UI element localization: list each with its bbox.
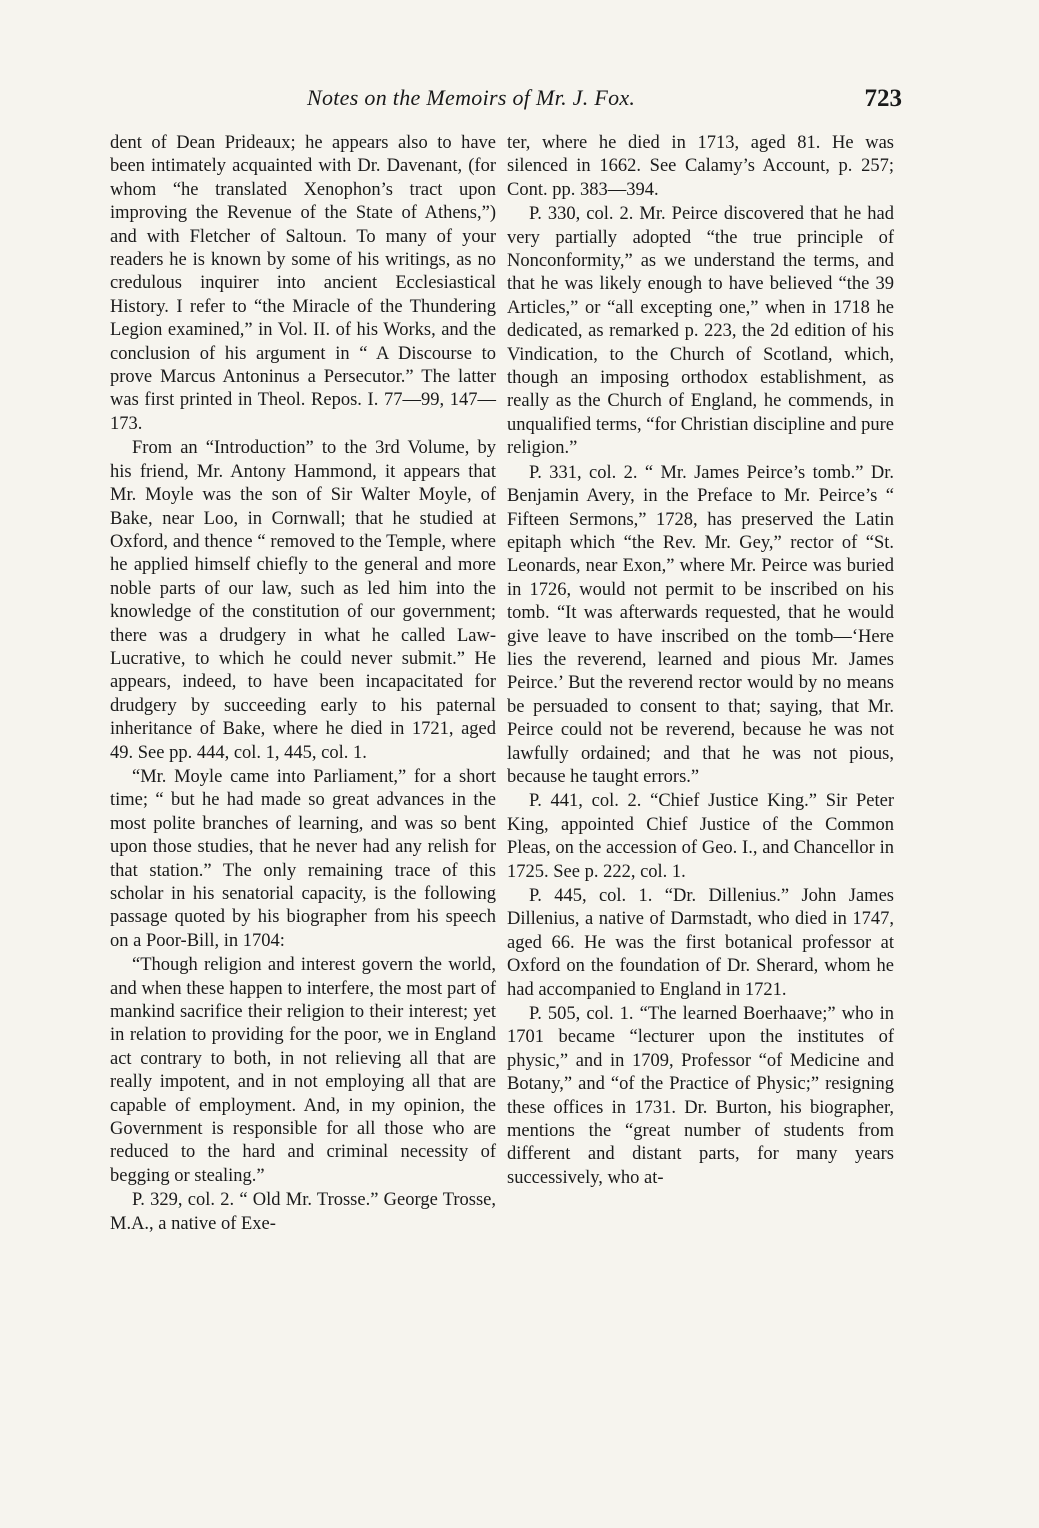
- left-column: [110, 132, 496, 1236]
- running-title: Notes on the Memoirs of Mr. J. Fox.: [307, 85, 636, 110]
- paragraph: P. 445, col. 1. “Dr. Dillenius.” John James Dillenius, a native of Darmstadt, who died in 1747, aged 66. He was the first botanical professor at Oxford on the foundation of Dr. Sherard, whom he had accompanied to England in 1721.: [507, 886, 894, 1000]
- paragraph: “Mr. Moyle came into Parliament,” for a short time; “ but he had made so great advances in the most polite branches of learning, and was so bent upon those studies, that he never had any relish for that station.” The only remaining trace of this scholar in his senatorial capacity, is the following passage quoted by his biographer from his speech on a Poor-Bill, in 1704:: [110, 766, 496, 951]
- paragraph: From an “Introduction” to the 3rd Volume, by his friend, Mr. Antony Hammond, it appears that Mr. Moyle was the son of Sir Walter Moyle, of Bake, near Loo, in Cornwall; that he studied at Oxford, and thence “ removed to the Temple, where he applied himself chiefly to the general and more noble parts of our law, such as led him into the knowledge of the constitution of our government; there was a drudgery in what he called Law-Lucrative, to which he could never submit.” He appears, indeed, to have been incapacitated for drudgery by succeeding early to his paternal inheritance of Bake, where he died in 1721, aged 49. See pp. 444, col. 1, 445, col. 1.: [110, 438, 496, 763]
- paragraph: P. 441, col. 2. “Chief Justice King.” Sir Peter King, appointed Chief Justice of the Common Pleas, on the accession of Geo. I., and Chancellor in 1725. See p. 222, col. 1.: [507, 791, 894, 882]
- right-column: [507, 132, 894, 1190]
- paragraph: P. 505, col. 1. “The learned Boerhaave;” who in 1701 became “lecturer upon the institutes of physic,” and in 1709, Professor “of Medicine and Botany,” and “of the Practice of Physic;” resigning these offices in 1731. Dr. Burton, his biographer, mentions the “great number of students from different and distant parts, for many years successively, who at-: [507, 1004, 894, 1188]
- paragraph: P. 330, col. 2. Mr. Peirce discovered that he had very partially adopted “the true principle of Nonconformity,” as we understand the terms, and that he was likely enough to have believed “the 39 Articles,” or “all excepting one,” when in 1718 he dedicated, as remarked p. 223, the 2d edition of his Vindication, to the Church of Scotland, which, though an imposing orthodox establishment, as really as the Church of England, he commends, in unqualified terms, “for Christian discipline and pure religion.”: [507, 204, 894, 459]
- paragraph: ter, where he died in 1713, aged 81. He was silenced in 1662. See Calamy’s Account, p. 257; Cont. pp. 383—394.: [507, 133, 894, 200]
- page-number: 723: [864, 85, 902, 112]
- page-header: [112, 85, 902, 125]
- paragraph: P. 331, col. 2. “ Mr. James Peirce’s tomb.” Dr. Benjamin Avery, in the Preface to Mr. Peirce’s “ Fifteen Sermons,” 1728, has preserved the Latin epitaph which “the Rev. Mr. Gey,” rector of “St. Leonards, near Exon,” where Mr. Peirce was buried in 1726, would not permit to be inscribed on his tomb. “It was afterwards requested, that he would give leave to have inscribed on the tomb—‘Here lies the reverend, learned and pious Mr. James Peirce.’ But the reverend rector would by no means be persuaded to consent to that; saying, that Mr. Peirce could not be reverend, because he was not lawfully ordained; and that he was not pious, because he taught errors.”: [507, 462, 894, 787]
- paragraph: P. 329, col. 2. “ Old Mr. Trosse.” George Trosse, M.A., a native of Exe-: [110, 1190, 496, 1234]
- paragraph: dent of Dean Prideaux; he appears also to have been intimately acquainted with Dr. Davenant, (for whom “he translated Xenophon’s tract upon improving the Revenue of the State of Athens,”) and with Fletcher of Saltoun. To many of your readers he is known by some of his writings, as no credulous inquirer into ancient Ecclesiastical History. I refer to “the Miracle of the Thundering Legion examined,” in Vol. II. of his Works, and the conclusion of his argument in “ A Discourse to prove Marcus Antoninus a Persecutor.” The latter was first printed in Theol. Repos. I. 77—99, 147—173.: [110, 133, 496, 434]
- paragraph: “Though religion and interest govern the world, and when these happen to interfere, the most part of mankind sacrifice their religion to their interest; yet in relation to providing for the poor, we in England act contrary to both, in not relieving all that are really impotent, and in not employing all that are capable of employment. And, in my opinion, the Government is responsible for all those who are reduced to the hard and criminal necessity of begging or stealing.”: [110, 955, 496, 1186]
